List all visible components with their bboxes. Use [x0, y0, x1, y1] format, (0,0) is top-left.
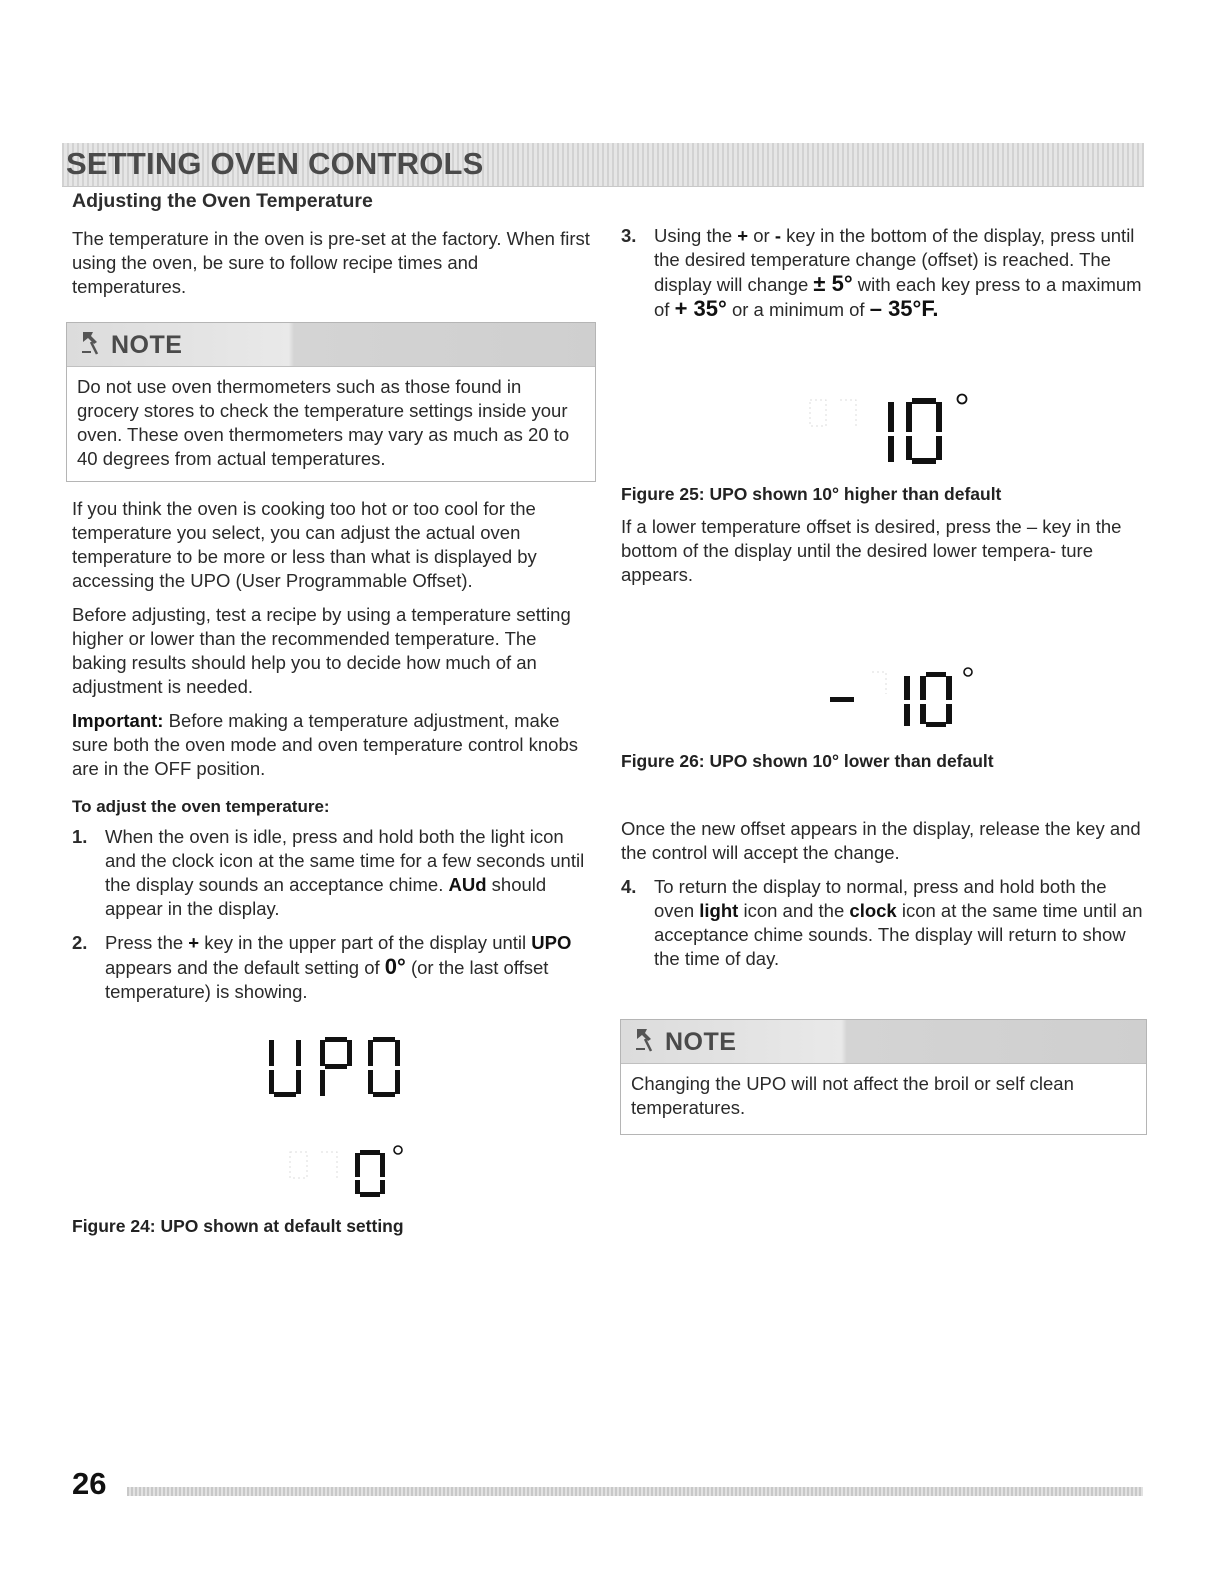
step-2	[72, 931, 592, 1004]
plus-key: +	[737, 225, 749, 246]
pushpin-icon	[79, 330, 105, 358]
lcd-display-minus-10	[828, 662, 978, 732]
note-text: Changing the UPO will not affect the broil or self clean temperatures.	[631, 1073, 1074, 1118]
step-1	[72, 825, 592, 921]
step-text: appears and the default setting of	[105, 957, 385, 978]
step-text: Using the	[654, 225, 738, 246]
subheading: Adjusting the Oven Temperature	[72, 190, 373, 212]
lower-offset-paragraph: If a lower temperature offset is desired, press the – key in the bottom of the display until the desired lower tempera- ture appears.	[621, 516, 1122, 585]
figure-25-caption: Figure 25: UPO shown 10° higher than default	[621, 484, 1002, 504]
step-text: (or the last offset temperature) is showing.	[105, 957, 549, 1002]
step-4	[621, 875, 1143, 971]
left-column	[72, 189, 592, 309]
page-number: 26	[72, 1466, 107, 1501]
clock-icon-label: clock	[849, 900, 897, 921]
important-paragraph	[72, 709, 592, 781]
step-number: 3.	[621, 225, 637, 246]
light-icon-label: light	[699, 900, 739, 921]
once-paragraph: Once the new offset appears in the display, release the key and the control will accept the change.	[621, 818, 1141, 863]
step-increment: ± 5°	[813, 271, 853, 296]
step-text: icon at the same time until an acceptance chime sounds. The display will return to show the time of day.	[654, 900, 1143, 969]
pushpin-icon	[633, 1027, 659, 1055]
note-label: NOTE	[111, 331, 183, 359]
step-text: key in the bottom of the display, press until the desired temperature change (offset) is reached. The display will change	[654, 225, 1135, 295]
note-box-upo	[620, 1019, 1147, 1135]
minus-key: -	[774, 225, 782, 246]
step-text: or	[748, 225, 775, 246]
section-title-band	[62, 143, 1144, 187]
figure-24-caption: Figure 24: UPO shown at default setting	[72, 1216, 404, 1236]
lcd-display-upo-default	[255, 1030, 415, 1200]
right-lower-paragraph	[621, 515, 1143, 597]
step-text: or a minimum of	[726, 299, 870, 320]
figure-26-caption: Figure 26: UPO shown 10° lower than default	[621, 751, 994, 771]
right-column-continued	[621, 817, 1143, 981]
max-offset: + 35°	[674, 296, 727, 321]
note-label: NOTE	[665, 1028, 737, 1056]
step-number: 2.	[72, 932, 88, 953]
default-value: 0°	[384, 954, 406, 979]
note-header	[621, 1020, 1146, 1064]
intro-paragraph: The temperature in the oven is pre-set at the factory. When first using the oven, be sure to follow recipe times and temperatures.	[72, 228, 590, 297]
important-label: Important:	[72, 710, 164, 731]
display-code-aud: AUd	[448, 874, 487, 895]
step-text: When the oven is idle, press and hold both the light icon and the clock icon at the same time for a few seconds until the display sounds an acceptance chime.	[105, 826, 585, 895]
note-box-thermometers	[66, 322, 596, 482]
step-text: key in the upper part of the display until	[199, 932, 532, 953]
right-column	[621, 224, 1143, 332]
display-code-upo: UPO	[531, 932, 572, 953]
step-text: Press the	[105, 932, 189, 953]
min-offset: – 35°F.	[869, 296, 939, 321]
plus-key: +	[188, 932, 200, 953]
section-title: SETTING OVEN CONTROLS	[66, 146, 484, 181]
note-header	[67, 323, 595, 367]
note-text: Do not use oven thermometers such as those found in grocery stores to check the temperature settings inside your oven. These oven thermometers may vary as much as 20 to 40 degrees from actual temperatures.	[77, 376, 570, 469]
procedure-heading: To adjust the oven temperature:	[72, 797, 330, 816]
step-text: should appear in the display.	[105, 874, 547, 919]
footer-rule	[127, 1487, 1143, 1496]
test-recipe-paragraph: Before adjusting, test a recipe by using a temperature setting higher or lower than the recommended temperature. The baking results should help you to decide how much of an adjustment is needed.	[72, 604, 571, 697]
step-number: 1.	[72, 826, 88, 847]
left-column-continued	[72, 497, 592, 1014]
offset-paragraph: If you think the oven is cooking too hot or too cool for the temperature you select, you can adjust the actual oven temperature to be more or less than what is displayed by accessing the UPO (User Programmable Offset).	[72, 498, 537, 591]
step-number: 4.	[621, 876, 637, 897]
step-text: To return the display to normal, press and hold both the oven	[654, 876, 1107, 921]
lcd-display-plus-10	[800, 388, 980, 468]
step-3	[621, 224, 1143, 322]
step-text: with each key press to a maximum of	[654, 274, 1142, 320]
important-text: Before making a temperature adjustment, make sure both the oven mode and oven temperature control knobs are in the OFF position.	[72, 710, 578, 779]
step-text: icon and the	[738, 900, 850, 921]
